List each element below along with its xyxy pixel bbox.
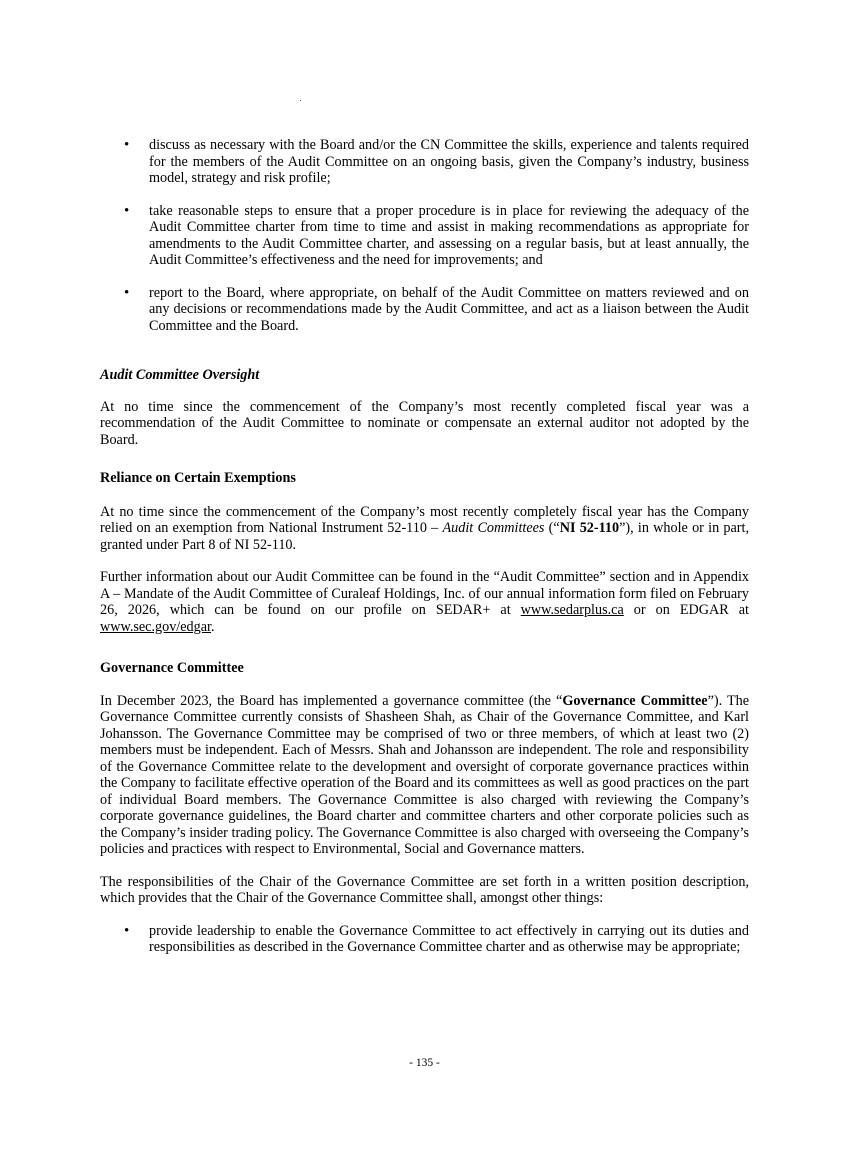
- italic-text: Audit Committees: [442, 520, 545, 536]
- text-run: Further information about our Audit Committee can be found in the “Audit Committee” section and in Appendix A – Mandate of the Audit Committee of Curaleaf Holdings, Inc. of our annual information form filed on February 26, 2026, which can be found on our profile on SEDAR+ at: [100, 569, 749, 618]
- paragraph: [100, 504, 749, 554]
- audit-oversight-section: [100, 367, 749, 448]
- section-heading: Audit Committee Oversight: [100, 367, 260, 383]
- paragraph: [100, 569, 749, 635]
- paragraph: [100, 693, 749, 858]
- text-run: (“: [544, 520, 560, 536]
- text-run: At no time since the commencement of the Company’s most recently completely fiscal year has the Company relied on an exemption from National Instrument 52-110 –: [100, 503, 749, 536]
- list-item-text: provide leadership to enable the Governance Committee to act effectively in carrying out its duties and responsibilities as described in the Governance Committee charter and as otherwise may be appropriate;: [149, 922, 749, 955]
- text-run: In December 2023, the Board has implemented a governance committee (the “: [100, 692, 563, 709]
- page-number: - 135 -: [409, 1057, 440, 1069]
- list-item: [100, 203, 749, 269]
- audit-chair-bullet-list: [100, 137, 749, 350]
- bullet-icon: •: [124, 922, 130, 939]
- bullet-icon: •: [124, 284, 130, 301]
- scan-dot: [300, 100, 301, 101]
- governance-section: [100, 660, 749, 972]
- section-heading: Reliance on Certain Exemptions: [100, 470, 296, 486]
- bullet-icon: •: [124, 202, 130, 219]
- text-run: or on EDGAR at: [623, 602, 749, 618]
- list-item: [100, 923, 749, 956]
- edgar-link[interactable]: www.sec.gov/edgar: [100, 618, 211, 635]
- text-run: ”). The Governance Committee currently consists of Shasheen Shah, as Chair of the Governance Committee, and Karl Johansson. The Governance Committee may be comprised of two or three members, of which at least two (2) members must be independent. Each of Messrs. Shah and Johansson are independent. The role and responsibility of the Governance Committee relate to the development and oversight of corporate governance practices within the Company to facilitate effective operation of the Board and its committees as well as good practices on the part of individual Board members. The Governance Committee is also charged with reviewing the Company’s corporate governance guidelines, the Board charter and committee charters and other corporate policies such as the Company’s insider trading policy. The Governance Committee is also charged with overseeing the Company’s policies and practices with respect to Environmental, Social and Governance matters.: [100, 692, 749, 857]
- text-run: ”), in whole or in part, granted under Part 8 of NI 52-110.: [100, 520, 750, 553]
- paragraph: The responsibilities of the Chair of the Governance Committee are set forth in a written position description, which provides that the Chair of the Governance Committee shall, amongst other things:: [100, 873, 749, 906]
- section-heading: Governance Committee: [100, 660, 244, 676]
- list-item-text: discuss as necessary with the Board and/or the CN Committee the skills, experience and talents required for the members of the Audit Committee on an ongoing basis, given the Company’s industry, business model, strategy and risk profile;: [149, 137, 749, 186]
- list-item-text: take reasonable steps to ensure that a proper procedure is in place for reviewing the adequacy of the Audit Committee charter from time to time and assist in making recommendations as appropriate for amendments to the Audit Committee charter, and assessing on a regular basis, but at least annually, the Audit Committee’s effectiveness and the need for improvements; and: [149, 202, 749, 268]
- list-item: [100, 285, 749, 335]
- text-run: .: [210, 618, 215, 635]
- paragraph: At no time since the commencement of the Company’s most recently completed fiscal year was a recommendation of the Audit Committee to nominate or compensate an external auditor not adopted by the Board.: [100, 398, 749, 448]
- list-item-text: report to the Board, where appropriate, on behalf of the Audit Committee on matters reviewed and on any decisions or recommendations made by the Audit Committee, and act as a liaison between the Audit Committee and the Board.: [149, 284, 749, 334]
- bold-text: NI 52-110: [559, 520, 620, 536]
- sedar-link[interactable]: www.sedarplus.ca: [520, 602, 624, 618]
- bold-text: Governance Committee: [562, 692, 708, 709]
- list-item: [100, 137, 749, 187]
- reliance-section: [100, 470, 749, 635]
- bullet-icon: •: [124, 137, 130, 153]
